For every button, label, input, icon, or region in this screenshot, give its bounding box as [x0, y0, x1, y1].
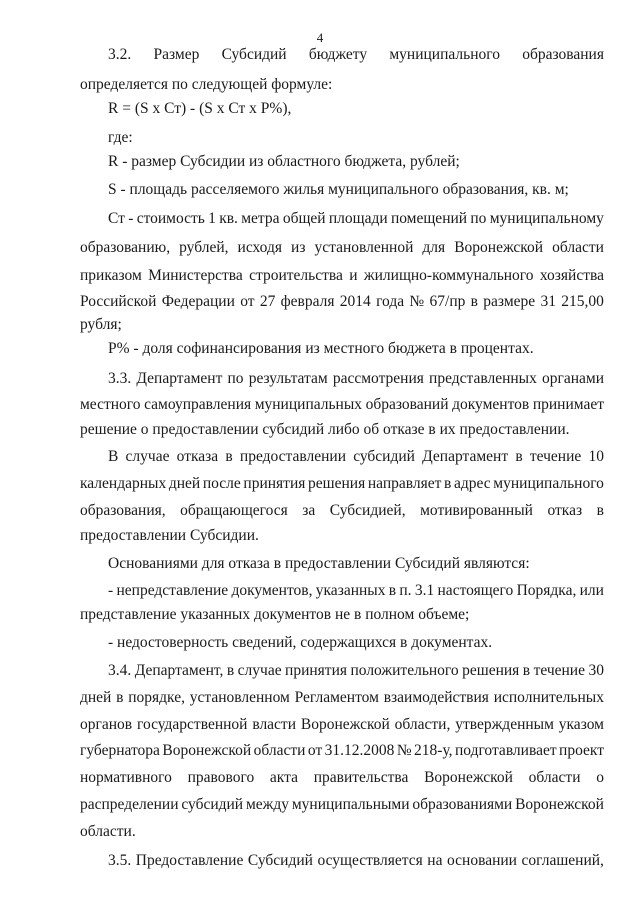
word: муниципального	[493, 475, 604, 492]
word: губернатора	[80, 742, 160, 759]
word: в	[226, 662, 235, 679]
word: от	[240, 293, 255, 310]
word: февраля	[280, 293, 335, 310]
text-line	[108, 210, 604, 228]
word: случае	[125, 448, 170, 465]
word: правового	[187, 769, 255, 786]
word: Размер	[153, 46, 200, 63]
word: Департамент,	[134, 662, 224, 679]
text-line	[80, 267, 604, 285]
word: в	[596, 502, 604, 519]
word: принятия	[285, 662, 348, 679]
word: 27	[259, 293, 276, 310]
word: принятия	[243, 475, 306, 492]
text-line	[108, 46, 604, 64]
word: в	[225, 448, 233, 465]
word: муниципальными	[291, 796, 410, 813]
word: п.	[399, 582, 412, 599]
text-line: где:	[108, 129, 133, 146]
word: №	[396, 742, 412, 759]
word: Ст	[108, 210, 125, 227]
word: -	[108, 582, 114, 599]
word: органов	[80, 716, 133, 733]
word: метра	[241, 210, 280, 227]
text-line: R - размер Субсидии из областного бюджета, рублей;	[108, 153, 460, 170]
word: случае	[237, 662, 282, 679]
word: адрес	[453, 475, 491, 492]
word: помещений	[390, 210, 468, 227]
text-line: области.	[80, 823, 136, 840]
word: течение	[533, 662, 585, 679]
text-line	[80, 716, 604, 734]
word: направляет	[367, 475, 442, 492]
text-line	[80, 742, 604, 760]
word: указанных	[315, 582, 386, 599]
word: 3.1	[414, 582, 435, 599]
word: площади	[328, 210, 388, 227]
word: муниципального	[389, 46, 500, 63]
word: от	[307, 742, 323, 759]
word: в	[388, 582, 397, 599]
word: проект	[559, 742, 604, 759]
word: на	[427, 852, 443, 869]
word: Предоставление	[135, 852, 244, 869]
word: муниципальному	[489, 210, 604, 227]
word: правительства	[313, 769, 409, 786]
word: общей	[282, 210, 326, 227]
word: жилищно-коммунального	[363, 267, 534, 284]
word: хозяйства	[539, 267, 604, 284]
text-line	[108, 852, 604, 870]
page-number: 4	[316, 30, 324, 45]
word: решения	[462, 662, 520, 679]
word: образованию,	[80, 239, 171, 256]
word: области	[528, 769, 581, 786]
word: предоставлении	[239, 448, 346, 465]
word: 30	[588, 662, 604, 679]
word: по	[470, 210, 487, 227]
word: Воронежской	[515, 796, 604, 813]
word: основании	[447, 852, 517, 869]
text-line	[80, 396, 604, 414]
word: Воронежской	[424, 769, 513, 786]
word: нормативного	[80, 769, 172, 786]
word: Департамент	[422, 448, 509, 465]
word: местного	[80, 396, 141, 413]
word: Министерства	[148, 267, 243, 284]
word: положительного	[350, 662, 459, 679]
word: из	[291, 239, 306, 256]
text-line: рубля;	[80, 316, 122, 333]
word: 10	[588, 448, 604, 465]
word: в	[515, 448, 523, 465]
word: решения	[308, 475, 366, 492]
word: 3.2.	[108, 46, 132, 63]
word: о	[596, 769, 604, 786]
word: указом	[558, 716, 604, 733]
word: после	[202, 475, 241, 492]
word: порядке,	[128, 689, 185, 706]
word: для	[422, 239, 446, 256]
text-line: S - площадь расселяемого жилья муниципального образования, кв. м;	[108, 181, 569, 198]
word: дней	[80, 689, 112, 706]
word: 31	[540, 293, 556, 310]
word: 3.5.	[108, 852, 132, 869]
word: рублей,	[179, 239, 229, 256]
word: в	[522, 662, 531, 679]
word: непредставление	[116, 582, 229, 599]
word: размере	[483, 293, 536, 310]
text-line: - недостоверность сведений, содержащихся в документах.	[108, 634, 493, 651]
word: 215,00	[561, 293, 604, 310]
word: Воронежской	[162, 742, 252, 759]
word: власти	[252, 716, 297, 733]
text-line	[108, 448, 604, 466]
word: между	[245, 796, 289, 813]
word: отказ	[547, 502, 583, 519]
text-line	[80, 475, 604, 493]
word: стоимость	[136, 210, 205, 227]
word: отказа	[176, 448, 219, 465]
word: Российской	[80, 293, 157, 310]
word: настоящего	[437, 582, 514, 599]
word: Регламентом	[294, 689, 379, 706]
word: 1	[208, 210, 216, 227]
word: Федерации	[161, 293, 235, 310]
word: результатам	[248, 370, 328, 387]
word: государственной	[136, 716, 248, 733]
word: взаимодействия	[383, 689, 489, 706]
word: и	[349, 267, 358, 284]
text-line	[80, 689, 604, 707]
text-line: P% - доля софинансирования из местного бюджета в процентах.	[108, 340, 534, 357]
word: органами	[541, 370, 604, 387]
word: области,	[394, 716, 451, 733]
word: Порядка,	[516, 582, 577, 599]
word: исполнительных	[493, 689, 604, 706]
word: Воронежской	[454, 239, 544, 256]
word: строительства	[249, 267, 343, 284]
word: -	[128, 210, 134, 227]
word: в	[470, 293, 478, 310]
word: образованиями	[412, 796, 513, 813]
word: распределении	[80, 796, 179, 813]
word: кв.	[219, 210, 238, 227]
word: мотивированный	[420, 502, 533, 519]
text-line	[108, 370, 604, 388]
word: приказом	[80, 267, 142, 284]
word: образований	[365, 396, 449, 413]
word: установленном	[189, 689, 290, 706]
word: исходя	[237, 239, 282, 256]
word: рассмотрения	[332, 370, 424, 387]
word: бюджету	[308, 46, 368, 63]
word: документов,	[231, 582, 313, 599]
text-line	[108, 662, 604, 680]
word: акта	[269, 769, 298, 786]
word: в	[116, 689, 124, 706]
text-line	[80, 502, 604, 520]
text-line	[80, 796, 604, 814]
text-line	[80, 769, 604, 787]
word: подготавливает	[454, 742, 557, 759]
text-line	[80, 239, 604, 257]
word: Субсидий	[247, 852, 313, 869]
word: установленной	[314, 239, 414, 256]
word: в	[444, 475, 452, 492]
word: образования,	[80, 502, 166, 519]
word: обращающегося	[180, 502, 288, 519]
word: представленных	[429, 370, 537, 387]
word: области	[552, 239, 604, 256]
word: 67/пр	[429, 293, 466, 310]
word: субсидий	[353, 448, 415, 465]
word: или	[579, 582, 604, 599]
word: осуществляется	[317, 852, 423, 869]
word: соглашений,	[521, 852, 604, 869]
text-line	[108, 582, 604, 600]
text-line: предоставлении Субсидии.	[80, 527, 259, 544]
word: течение	[529, 448, 582, 465]
text-line	[80, 293, 604, 311]
word: 2014	[339, 293, 371, 310]
word: календарных	[80, 475, 167, 492]
word: дней	[168, 475, 201, 492]
word: области	[253, 742, 306, 759]
word: года	[376, 293, 405, 310]
word: Субсидий	[221, 46, 287, 63]
word: 3.3.	[108, 370, 132, 387]
word: 31.12.2008	[324, 742, 395, 759]
word: Воронежской	[300, 716, 390, 733]
word: 3.4.	[108, 662, 132, 679]
word: муниципальных	[254, 396, 363, 413]
word: образования	[522, 46, 604, 63]
word: самоуправления	[144, 396, 252, 413]
text-line: Основаниями для отказа в предоставлении Субсидий являются:	[108, 555, 530, 572]
word: за	[302, 502, 316, 519]
word: по	[227, 370, 244, 387]
word: В	[108, 448, 119, 465]
text-line: представление указанных документов не в полном объеме;	[80, 606, 470, 623]
text-line: определяется по следующей формуле:	[80, 76, 333, 93]
word: утвержденным	[455, 716, 554, 733]
word: №	[409, 293, 425, 310]
word: Департамент	[136, 370, 223, 387]
text-line: R = (S x Ст) - (S x Ст x P%),	[108, 100, 292, 117]
word: документов	[452, 396, 530, 413]
word: 218-у,	[414, 742, 453, 759]
text-line: решение о предоставлении субсидий либо об отказе в их предоставлении.	[80, 421, 570, 438]
word: Субсидией,	[329, 502, 406, 519]
word: принимает	[532, 396, 604, 413]
word: субсидий	[181, 796, 244, 813]
